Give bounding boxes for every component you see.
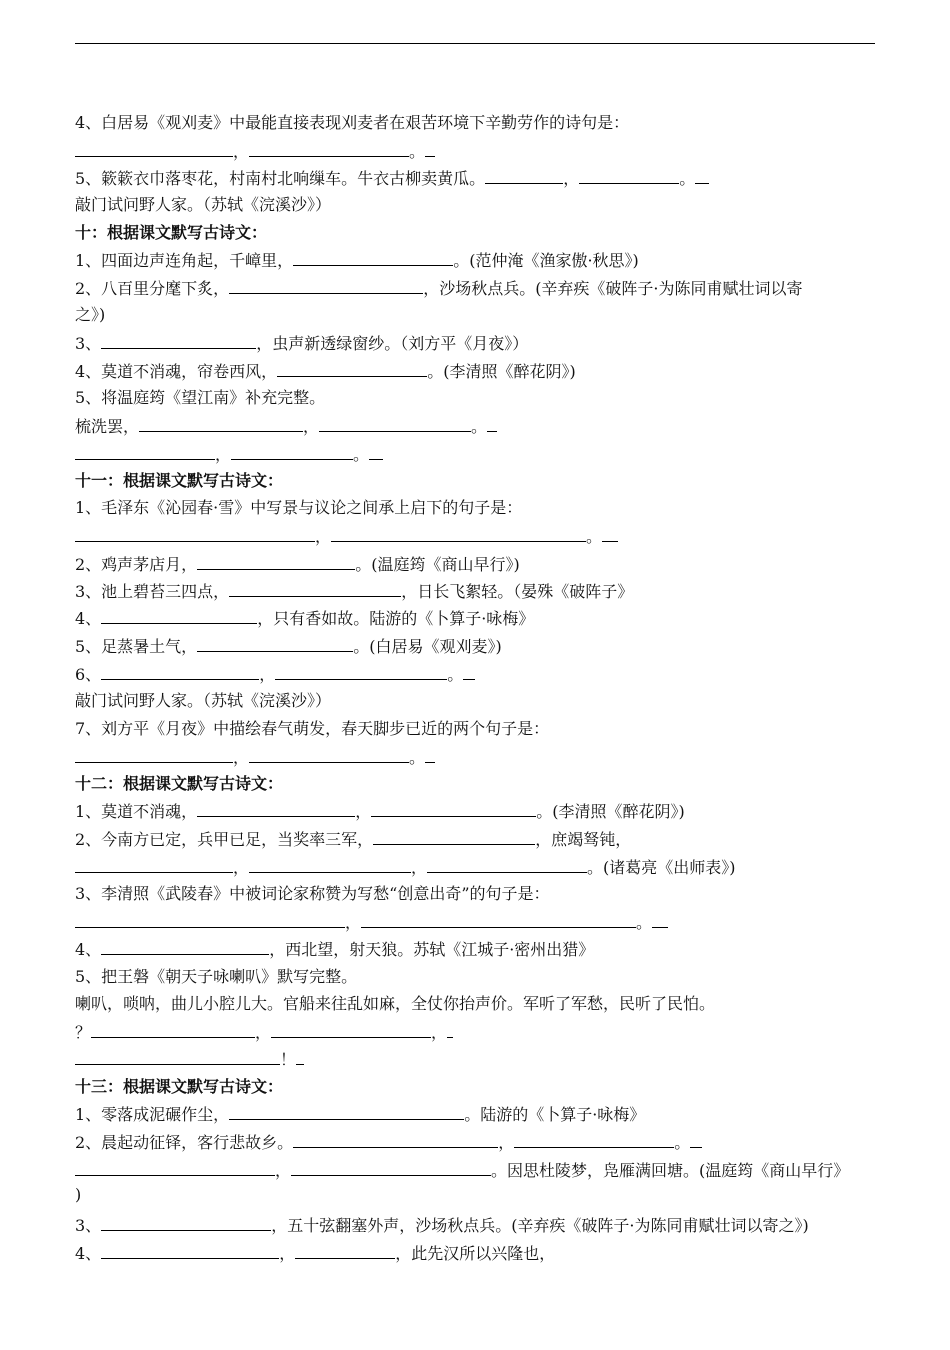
answer-blank[interactable] — [277, 361, 427, 377]
answer-blank[interactable] — [291, 1160, 491, 1176]
s11-item6: 6、 ， 。 — [75, 664, 475, 685]
header-rule — [75, 43, 875, 44]
answer-blank[interactable] — [101, 1243, 279, 1259]
s13-item3: 3、 ，五十弦翻塞外声，沙场秋点兵。(辛弃疾《破阵子·为陈同甫赋壮词以寄之》) — [75, 1216, 809, 1235]
s12-item3-answer: ， 。 — [75, 912, 668, 933]
s12-item4: 4、 ，西北望，射天狼。苏轼《江城子·密州出猎》 — [75, 940, 595, 959]
s10-item5-line1: 梳洗罢， ， 。 — [75, 416, 497, 437]
section-13-title: 十三：根据课文默写古诗文： — [75, 1077, 284, 1096]
answer-blank[interactable] — [331, 526, 586, 542]
answer-blank[interactable] — [275, 664, 447, 680]
answer-blank[interactable] — [139, 416, 303, 432]
answer-blank[interactable] — [75, 747, 233, 763]
section-12-title: 十二：根据课文默写古诗文： — [75, 774, 284, 793]
s10-item5: 5、将温庭筠《望江南》补充完整。 — [75, 388, 326, 407]
answer-blank[interactable] — [75, 526, 315, 542]
answer-blank[interactable] — [75, 1049, 280, 1065]
answer-blank[interactable] — [101, 1215, 271, 1231]
answer-blank[interactable] — [319, 416, 471, 432]
s12-item3: 3、李清照《武陵春》中被词论家称赞为写愁“创意出奇”的句子是： — [75, 884, 550, 903]
q9-item4: 4、白居易《观刈麦》中最能直接表现刈麦者在艰苦环境下辛勤劳作的诗句是： — [75, 113, 630, 132]
answer-blank[interactable] — [371, 801, 536, 817]
s11-item1: 1、毛泽东《沁园春·雪》中写景与议论之间承上启下的句子是： — [75, 498, 523, 517]
s10-item2-cont: 之》) — [75, 305, 106, 324]
answer-blank[interactable] — [229, 581, 401, 597]
s11-item7: 7、刘方平《月夜》中描绘春气萌发，春天脚步已近的两个句子是： — [75, 719, 550, 738]
s11-item6-cont: 敲门试问野人家。（苏轼《浣溪沙》） — [75, 691, 332, 710]
s13-item2-cont: ， 。因思杜陵梦，凫雁满回塘。(温庭筠《商山早行》 — [75, 1160, 849, 1181]
answer-blank[interactable] — [427, 857, 587, 873]
s11-item4: 4、 ，只有香如故。陆游的《卜算子·咏梅》 — [75, 609, 535, 628]
section-10-title: 十：根据课文默写古诗文： — [75, 223, 268, 242]
answer-blank[interactable] — [249, 141, 409, 157]
s13-item2-close: ) — [75, 1185, 82, 1204]
q9-item5: 5、簌簌衣巾落枣花，村南村北响缫车。牛衣古柳卖黄瓜。 ， 。 — [75, 168, 709, 189]
answer-blank[interactable] — [197, 801, 355, 817]
s12-item1: 1、莫道不消魂， ， 。(李清照《醉花阴》) — [75, 802, 685, 821]
answer-blank[interactable] — [197, 636, 353, 652]
s11-item2: 2、鸡声茅店月， 。(温庭筠《商山早行》) — [75, 555, 520, 574]
answer-blank[interactable] — [197, 554, 355, 570]
section-11-title: 十一：根据课文默写古诗文： — [75, 471, 284, 490]
answer-blank[interactable] — [75, 912, 345, 928]
answer-blank[interactable] — [293, 250, 453, 266]
answer-blank[interactable] — [271, 1022, 431, 1038]
s10-item3: 3、 ，虫声新透绿窗纱。（刘方平《月夜》） — [75, 334, 529, 353]
s12-item2: 2、今南方已定，兵甲已足，当奖率三军， ，庶竭驽钝， — [75, 830, 632, 849]
s11-item1-answer: ， 。 — [75, 526, 618, 547]
answer-blank[interactable] — [101, 939, 269, 955]
s10-item4: 4、莫道不消魂，帘卷西风， 。(李清照《醉花阴》) — [75, 362, 576, 381]
answer-blank[interactable] — [101, 664, 259, 680]
answer-blank[interactable] — [229, 1104, 464, 1120]
answer-blank[interactable] — [249, 747, 409, 763]
s11-item5: 5、足蒸暑土气， 。(白居易《观刈麦》) — [75, 637, 502, 656]
q9-item5-cont: 敲门试问野人家。（苏轼《浣溪沙》） — [75, 195, 332, 214]
answer-blank[interactable] — [231, 444, 353, 460]
s12-item5-answer: ？ ， ， — [75, 1022, 453, 1043]
answer-blank[interactable] — [579, 168, 679, 184]
answer-blank[interactable] — [101, 608, 257, 624]
s12-item5-answer-2: ！ — [75, 1049, 304, 1070]
answer-blank[interactable] — [485, 168, 563, 184]
s12-item5-text: 喇叭，唢呐，曲儿小腔儿大。官船来往乱如麻，全仗你抬声价。军听了军愁，民听了民怕。 — [75, 994, 716, 1013]
answer-blank[interactable] — [75, 141, 233, 157]
answer-blank[interactable] — [514, 1132, 674, 1148]
q9-item4-answer: ， 。 — [75, 141, 435, 162]
answer-blank[interactable] — [293, 1132, 498, 1148]
s12-item5: 5、把王磐《朝天子咏喇叭》默写完整。 — [75, 967, 358, 986]
answer-blank[interactable] — [101, 333, 256, 349]
answer-blank[interactable] — [229, 278, 423, 294]
s12-item2-cont: ， ， 。(诸葛亮《出师表》) — [75, 857, 736, 878]
answer-blank[interactable] — [249, 857, 411, 873]
s10-item1: 1、四面边声连角起，千嶂里， 。(范仲淹《渔家傲·秋思》) — [75, 251, 639, 270]
s11-item3: 3、池上碧苔三四点， ，日长飞絮轻。（晏殊《破阵子》 — [75, 582, 634, 601]
s13-item2: 2、晨起动征铎，客行悲故乡。 ， 。 — [75, 1132, 702, 1153]
answer-blank[interactable] — [373, 829, 535, 845]
answer-blank[interactable] — [91, 1022, 255, 1038]
answer-blank[interactable] — [361, 912, 636, 928]
s13-item4: 4、 ， ，此先汉所以兴隆也， — [75, 1244, 556, 1263]
s11-item7-answer: ， 。 — [75, 747, 435, 768]
s10-item5-line2: ， 。 — [75, 444, 383, 465]
s10-item2: 2、八百里分麾下炙， ，沙场秋点兵。(辛弃疾《破阵子·为陈同甫赋壮词以寄 — [75, 279, 803, 298]
s13-item1: 1、零落成泥碾作尘， 。陆游的《卜算子·咏梅》 — [75, 1105, 646, 1124]
answer-blank[interactable] — [295, 1243, 395, 1259]
answer-blank[interactable] — [75, 1160, 275, 1176]
answer-blank[interactable] — [75, 857, 233, 873]
answer-blank[interactable] — [75, 444, 215, 460]
